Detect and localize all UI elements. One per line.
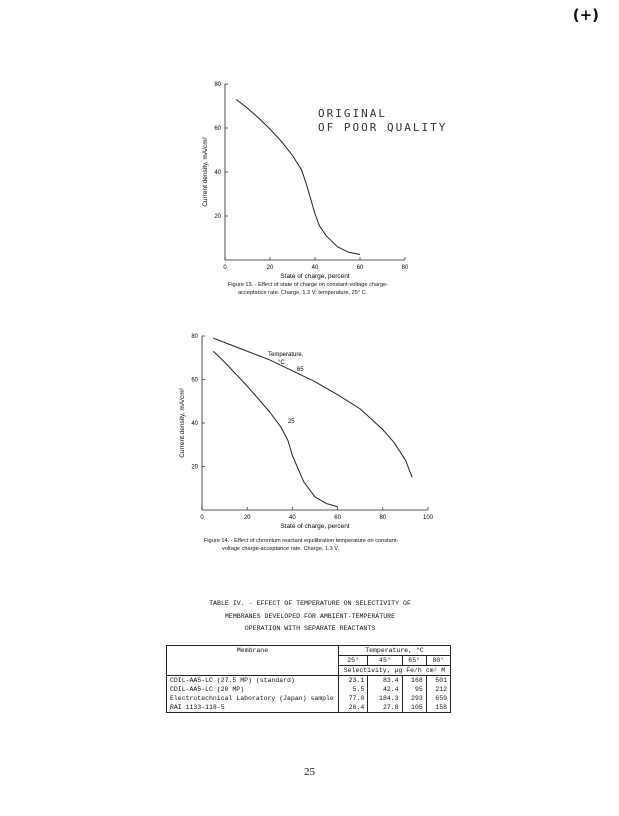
table-4 xyxy=(166,645,451,713)
x-tick-label: 100 xyxy=(422,515,434,521)
table-4-cell-45: 27.8 xyxy=(368,703,402,713)
table-4-title-line-2: MEMBRANES DEVELOPED FOR AMBIENT-TEMPERATURE xyxy=(224,612,396,620)
table-4-title-line-3: OPERATION WITH SEPARATE REACTANTS xyxy=(244,625,376,632)
figure-13-axes xyxy=(225,84,405,260)
table-4-cell-65: 95 xyxy=(402,685,426,694)
table-4-cell-65: 105 xyxy=(402,703,426,713)
table-4-cell-80: 212 xyxy=(426,685,450,694)
table-4-header-temperature: Temperature, °C xyxy=(339,646,451,656)
figure-13-caption xyxy=(228,281,448,297)
figure-14-legend-unit: °C xyxy=(278,360,285,366)
table-row xyxy=(167,694,451,703)
x-tick-label: 20 xyxy=(243,515,251,521)
series-line xyxy=(236,99,360,254)
figure-13-series xyxy=(236,99,360,254)
figure-14-legend-title: Temperature, xyxy=(268,352,304,358)
table-4-cell-80: 158 xyxy=(426,703,450,713)
figure-13-ylabel: Current density, mA/cm² xyxy=(202,137,209,207)
table-4-cell-membrane: RAI 1133-118-5 xyxy=(167,703,339,713)
table-4-cell-25: 5.5 xyxy=(339,685,368,694)
table-4-cell-45: 83.4 xyxy=(368,676,402,686)
figure-14-chart xyxy=(170,328,445,534)
series-line xyxy=(213,351,337,507)
table-4-cell-25: 23.1 xyxy=(339,676,368,686)
figure-14-caption-line-2: voltage charge-acceptance rate. Charge, 1.3 V. xyxy=(222,546,340,552)
figure-13-ticks xyxy=(214,82,409,271)
table-4-cell-80: 501 xyxy=(426,676,450,686)
table-4-cell-membrane: CDIL-AA5-LC (20 MP) xyxy=(167,685,339,694)
table-4-header-temp-65: 65° xyxy=(402,656,426,666)
table-4-cell-80: 659 xyxy=(426,694,450,703)
y-tick-label: 60 xyxy=(191,377,198,384)
figure-14-caption-line-1: Figure 14. - Effect of chromium reactant equilibration temperature on constant- xyxy=(204,538,399,544)
x-tick-label: 40 xyxy=(289,515,296,521)
stamp-line-2: OF POOR QUALITY xyxy=(318,121,448,134)
table-row xyxy=(167,703,451,713)
y-tick-label: 20 xyxy=(191,464,198,471)
figure-14-xlabel: State of charge, percent xyxy=(280,523,350,530)
series-line xyxy=(213,338,412,477)
table-4-title xyxy=(150,598,470,636)
table-4-cell-45: 184.3 xyxy=(368,694,402,703)
stamp-line-1: ORIGINAL xyxy=(318,107,387,120)
table-4-cell-65: 293 xyxy=(402,694,426,703)
y-tick-label: 20 xyxy=(214,214,221,220)
figure-13-chart xyxy=(180,74,430,286)
y-tick-label: 60 xyxy=(214,126,221,132)
table-4-title-line-1: TABLE IV. - EFFECT OF TEMPERATURE ON SELECTIVITY OF xyxy=(209,600,411,607)
table-4-cell-membrane: Electrotechnical Laboratory (Japan) sample xyxy=(167,694,339,703)
y-tick-label: 40 xyxy=(191,421,198,427)
series-label: 65 xyxy=(296,366,304,373)
table-row xyxy=(167,676,451,686)
y-tick-label: 80 xyxy=(191,334,198,340)
table-4-cell-45: 42.4 xyxy=(368,685,402,694)
x-tick-label: 40 xyxy=(311,265,319,271)
figure-13-caption-line-1: Figure 13. - Effect of state of charge on constant-voltage charge- xyxy=(228,282,389,288)
figure-14-caption xyxy=(204,537,454,553)
x-tick-label: 60 xyxy=(334,515,341,521)
corner-mark: (+) xyxy=(572,6,599,24)
table-4-header-temp-45: 45° xyxy=(368,656,402,666)
table-4-cell-25: 26.4 xyxy=(339,703,368,713)
table-4-cell-membrane: CDIL-AA5-LC (27.5 MP) (standard) xyxy=(167,676,339,686)
table-4-header-temp-25: 25° xyxy=(339,656,368,666)
table-4-header-temp-80: 80° xyxy=(426,656,450,666)
figure-13-xlabel: State of charge, percent xyxy=(280,273,350,280)
y-tick-label: 80 xyxy=(214,82,221,88)
table-4-header-units: Selectivity, µg Fe/h cm² M xyxy=(339,666,451,676)
series-label: 25 xyxy=(287,419,295,425)
table-4-cell-25: 77.0 xyxy=(339,694,368,703)
x-tick-label: 0 xyxy=(223,265,227,271)
y-tick-label: 40 xyxy=(214,170,221,176)
table-row xyxy=(167,685,451,694)
page-number: 25 xyxy=(304,766,315,778)
x-tick-label: 80 xyxy=(401,265,409,271)
table-4-cell-65: 168 xyxy=(402,676,426,686)
table-4-header-membrane: Membrane xyxy=(167,646,339,676)
figure-14-ylabel: Current density, mA/cm² xyxy=(179,388,186,458)
figure-13-caption-line-2: acceptance rate. Charge, 1.3 V; temperature, 25° C. xyxy=(238,290,368,296)
x-tick-label: 80 xyxy=(379,515,387,521)
x-tick-label: 20 xyxy=(266,265,274,271)
x-tick-label: 0 xyxy=(200,515,204,521)
figure-14-axes xyxy=(202,336,428,510)
x-tick-label: 60 xyxy=(356,265,364,271)
figure-14-series xyxy=(213,338,412,507)
